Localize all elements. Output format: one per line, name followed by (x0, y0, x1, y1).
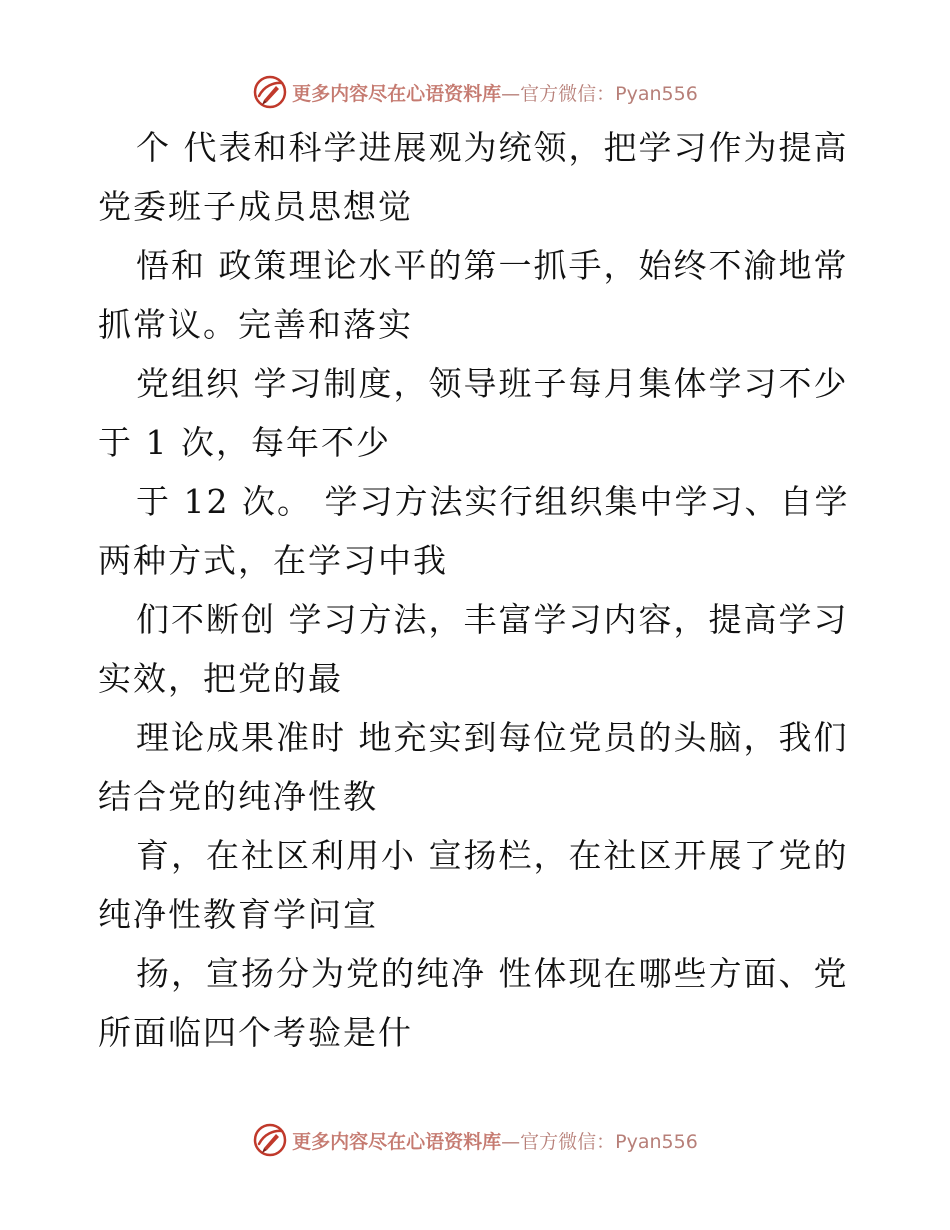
body-line: 育，在社区利用小 宣扬栏，在社区开展了党的 (136, 836, 849, 875)
footer-banner-tail: —官方微信：Pyan556 (501, 1130, 698, 1153)
body-line: 理论成果准时 地充实到每位党员的头脑，我们 (136, 718, 849, 757)
body-line: 悟和 政策理论水平的第一抓手，始终不渝地常 (136, 246, 849, 285)
header-banner-tail: —官方微信：Pyan556 (501, 82, 698, 105)
footer-banner-text (292, 1127, 698, 1154)
document-body (98, 118, 850, 1062)
body-line: 党委班子成员思想觉 (98, 187, 413, 226)
body-line: 于 1 次，每年不少 (98, 423, 391, 462)
body-line: 结合党的纯净性教 (98, 777, 378, 816)
body-line: 实效，把党的最 (98, 659, 343, 698)
body-line: 扬，宣扬分为党的纯净 性体现在哪些方面、党 (136, 954, 849, 993)
body-line: 个 代表和科学进展观为统领，把学习作为提高 (136, 128, 849, 167)
body-line: 所面临四个考验是什 (98, 1013, 413, 1052)
body-line: 两种方式，在学习中我 (98, 541, 448, 580)
footer-banner (0, 1118, 950, 1162)
pen-logo-icon (252, 74, 288, 110)
pen-logo-icon (252, 1122, 288, 1158)
header-banner-text (292, 79, 698, 106)
header-banner-lead: 更多内容尽在心语资料库 (292, 82, 502, 105)
body-line: 们不断创 学习方法，丰富学习内容，提高学习 (136, 600, 849, 639)
body-line: 纯净性教育学问宣 (98, 895, 378, 934)
header-banner (0, 70, 950, 114)
body-line: 于 12 次。 学习方法实行组织集中学习、自学 (136, 482, 850, 521)
footer-banner-lead: 更多内容尽在心语资料库 (292, 1130, 502, 1153)
body-line: 抓常议。完善和落实 (98, 305, 413, 344)
body-line: 党组织 学习制度，领导班子每月集体学习不少 (136, 364, 849, 403)
